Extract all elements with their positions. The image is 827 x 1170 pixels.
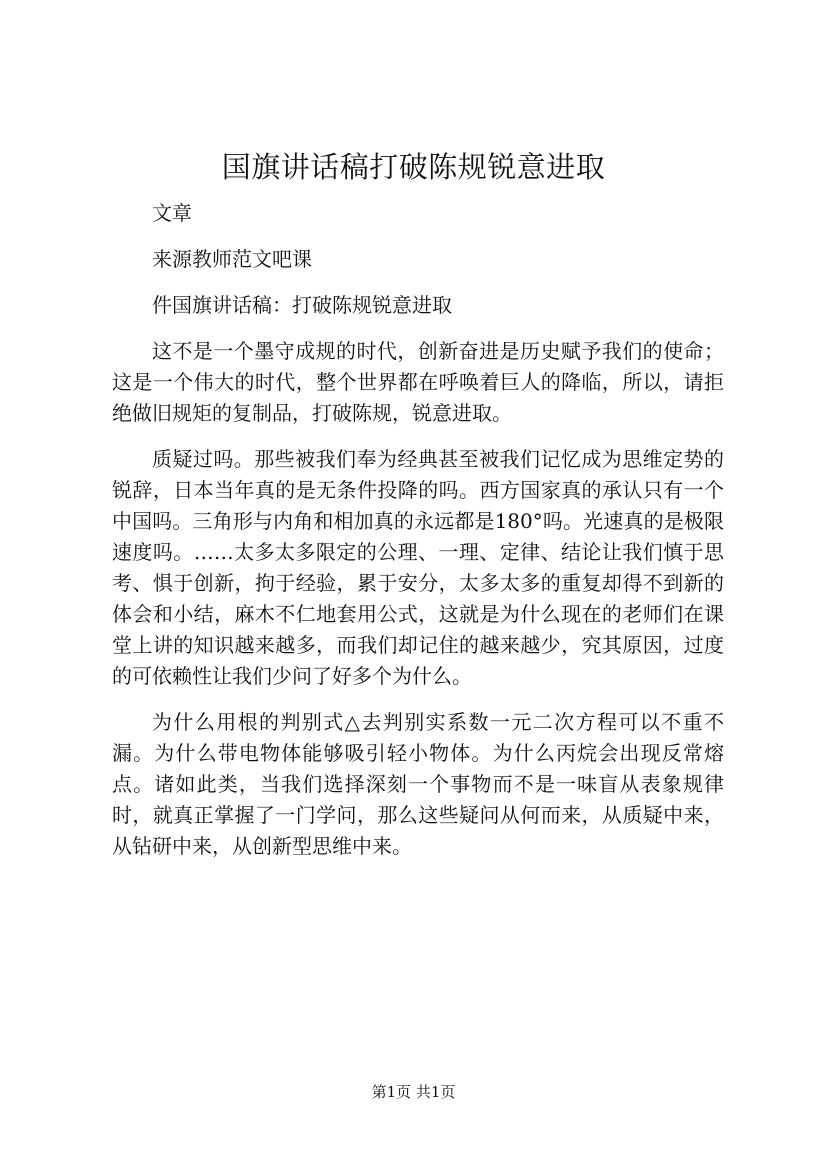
page-footer: 第1页 共1页 — [371, 1083, 456, 1101]
paragraph-3: 件国旗讲话稿：打破陈规锐意进取 — [152, 293, 452, 317]
document-body — [112, 198, 724, 877]
paragraph-1: 文章 — [152, 201, 192, 225]
document-title: 国旗讲话稿打破陈规锐意进取 — [221, 150, 606, 184]
paragraph-4: 这不是一个墨守成规的时代，创新奋进是历史赋予我们的使命；这是一个伟大的时代，整个世界都在呼唤着巨人的降临，所以，请拒绝做旧规矩的复制品，打破陈规，锐意进取。 — [112, 339, 724, 425]
paragraph-2: 来源教师范文吧课 — [152, 247, 312, 271]
paragraph-5: 质疑过吗。那些被我们奉为经典甚至被我们记忆成为思维定势的锐辞，日本当年真的是无条件投降的吗。西方国家真的承认只有一个中国吗。三角形与内角和相加真的永远都是180°吗。光速真的是极限速度吗。……太多太多限定的公理、一理、定律、结论让我们慎于思考、惧于创新，拘于经验，累于安分，太多太多的重复却得不到新的体会和小结，麻木不仁地套用公式，这就是为什么现在的老师们在课堂上讲的知识越来越多，而我们却记住的越来越少，究其原因，过度的可依赖性让我们少问了好多个为什么。 — [112, 447, 724, 688]
paragraph-6: 为什么用根的判别式△去判别实系数一元二次方程可以不重不漏。为什么带电物体能够吸引轻小物体。为什么丙烷会出现反常熔点。诸如此类，当我们选择深刻一个事物而不是一味盲从表象规律时，就真正掌握了一门学问，那么这些疑问从何而来，从质疑中来，从钻研中来，从创新型思维中来。 — [112, 710, 724, 858]
